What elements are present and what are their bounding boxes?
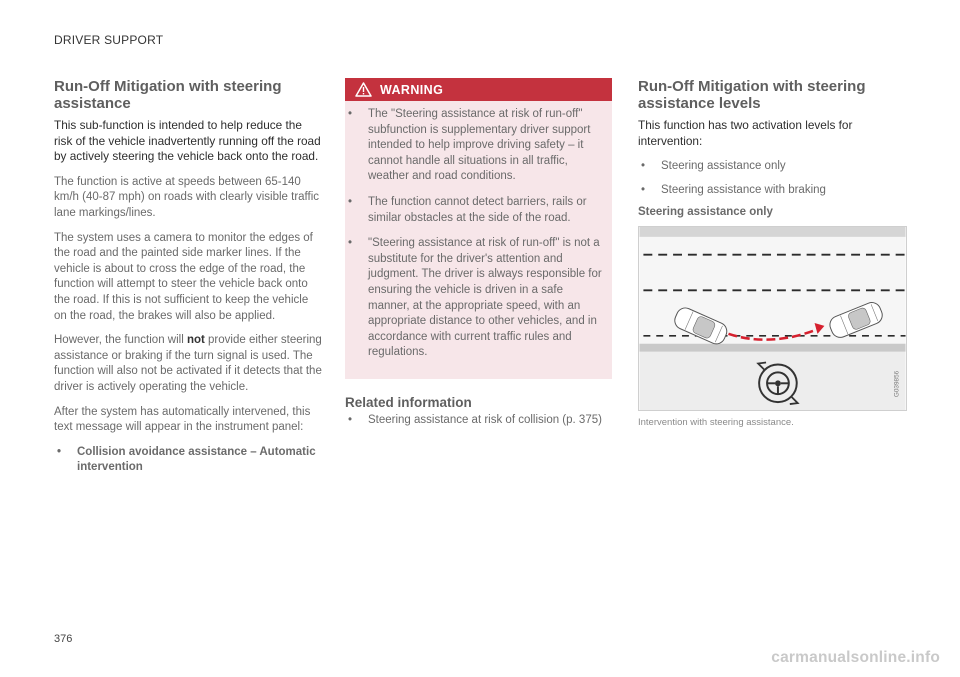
warning-list: [345, 101, 612, 361]
level-text: Steering assistance with braking: [661, 183, 826, 196]
column-warning: [345, 78, 612, 429]
list-item: [345, 195, 603, 226]
related-link[interactable]: [345, 413, 612, 429]
bullet-icon: •: [57, 445, 62, 458]
page-header: DRIVER SUPPORT: [54, 33, 164, 47]
warning-header: [345, 78, 612, 101]
message-text: Collision avoidance assistance – Automatic intervention: [77, 445, 316, 474]
related-list: [345, 413, 612, 429]
section-title: Run-Off Mitigation with steering assistance: [54, 78, 282, 112]
list-item: [54, 445, 322, 476]
section-title: Run-Off Mitigation with steering assistance levels: [638, 78, 866, 112]
subsection-title: Steering assistance only: [638, 206, 773, 219]
warning-box: [345, 78, 612, 379]
page-number: 376: [54, 633, 73, 645]
message-list: [54, 445, 322, 476]
warning-text: "Steering assistance at risk of run-off" is not a substitute for the driver's attention and judgment. The driver is always responsible for ensuring the vehicle is driven in a safe manner, at the appropriate speed, with an appropriate distance to other vehicles, and in accordance with current traffic rules and regulations.: [368, 237, 602, 359]
warning-label: WARNING: [380, 82, 444, 97]
road-shoulder: [639, 344, 905, 352]
figure-caption: Intervention with steering assistance.: [638, 417, 794, 429]
list-item: [345, 107, 603, 185]
list-item: [345, 236, 603, 361]
bullet-icon: •: [348, 195, 353, 208]
related-title: Related information: [345, 394, 472, 410]
related-information: [345, 395, 612, 429]
figure-code: G039856: [893, 371, 901, 398]
intro-paragraph: This sub-function is intended to help reduce the risk of the vehicle inadvertently running off the road by actively steering the vehicle back onto the road.: [54, 118, 321, 164]
warning-text: The "Steering assistance at risk of run-off" subfunction is supplementary driver support intended to help improve driving safety – it cannot handle all situations in all traffic, weather and road conditions.: [368, 108, 591, 183]
exception-text-start: However, the function will: [54, 334, 187, 347]
related-link-text[interactable]: Steering assistance at risk of collision (p. 375): [368, 413, 602, 426]
camera-paragraph: The system uses a camera to monitor the edges of the road and the painted side marker lines. If the vehicle is about to cross the edge of the road, the function will attempt to steer the vehicle back onto the road. If this is not sufficient to keep the vehicle on the road, the brakes will also be applied.: [54, 231, 313, 322]
list-item: [638, 159, 908, 175]
list-item: [638, 183, 908, 199]
bullet-icon: •: [348, 108, 353, 120]
level-text: Steering assistance only: [661, 160, 786, 173]
watermark: carmanualsonline.info: [771, 649, 940, 666]
speed-paragraph: The function is active at speeds between 65-140 km/h (40-87 mph) on roads with clearly visible traffic lane markings/lines.: [54, 175, 320, 219]
message-intro-paragraph: After the system has automatically intervened, this text message will appear in the instrument panel:: [54, 405, 311, 434]
illustration-steering-assistance: [638, 226, 907, 411]
emphasis-not: not: [186, 334, 205, 347]
warning-triangle-icon: [355, 82, 372, 97]
column-levels: [638, 78, 908, 428]
levels-intro: This function has two activation levels for intervention:: [638, 118, 853, 148]
bullet-icon: •: [641, 160, 646, 173]
bullet-icon: •: [348, 237, 353, 250]
exception-text-end: provide either steering assistance or braking if the turn signal is used. The function will also not be activated if it detects that the driver is actively operating the vehicle.: [54, 334, 322, 393]
bullet-icon: •: [641, 183, 646, 196]
column-run-off-mitigation: [54, 78, 322, 476]
exception-paragraph: [54, 333, 322, 395]
road-verge-top: [639, 227, 905, 237]
warning-text: The function cannot detect barriers, rails or similar obstacles at the side of the road.: [368, 195, 587, 224]
bullet-icon: •: [348, 413, 353, 426]
levels-list: [638, 159, 908, 198]
